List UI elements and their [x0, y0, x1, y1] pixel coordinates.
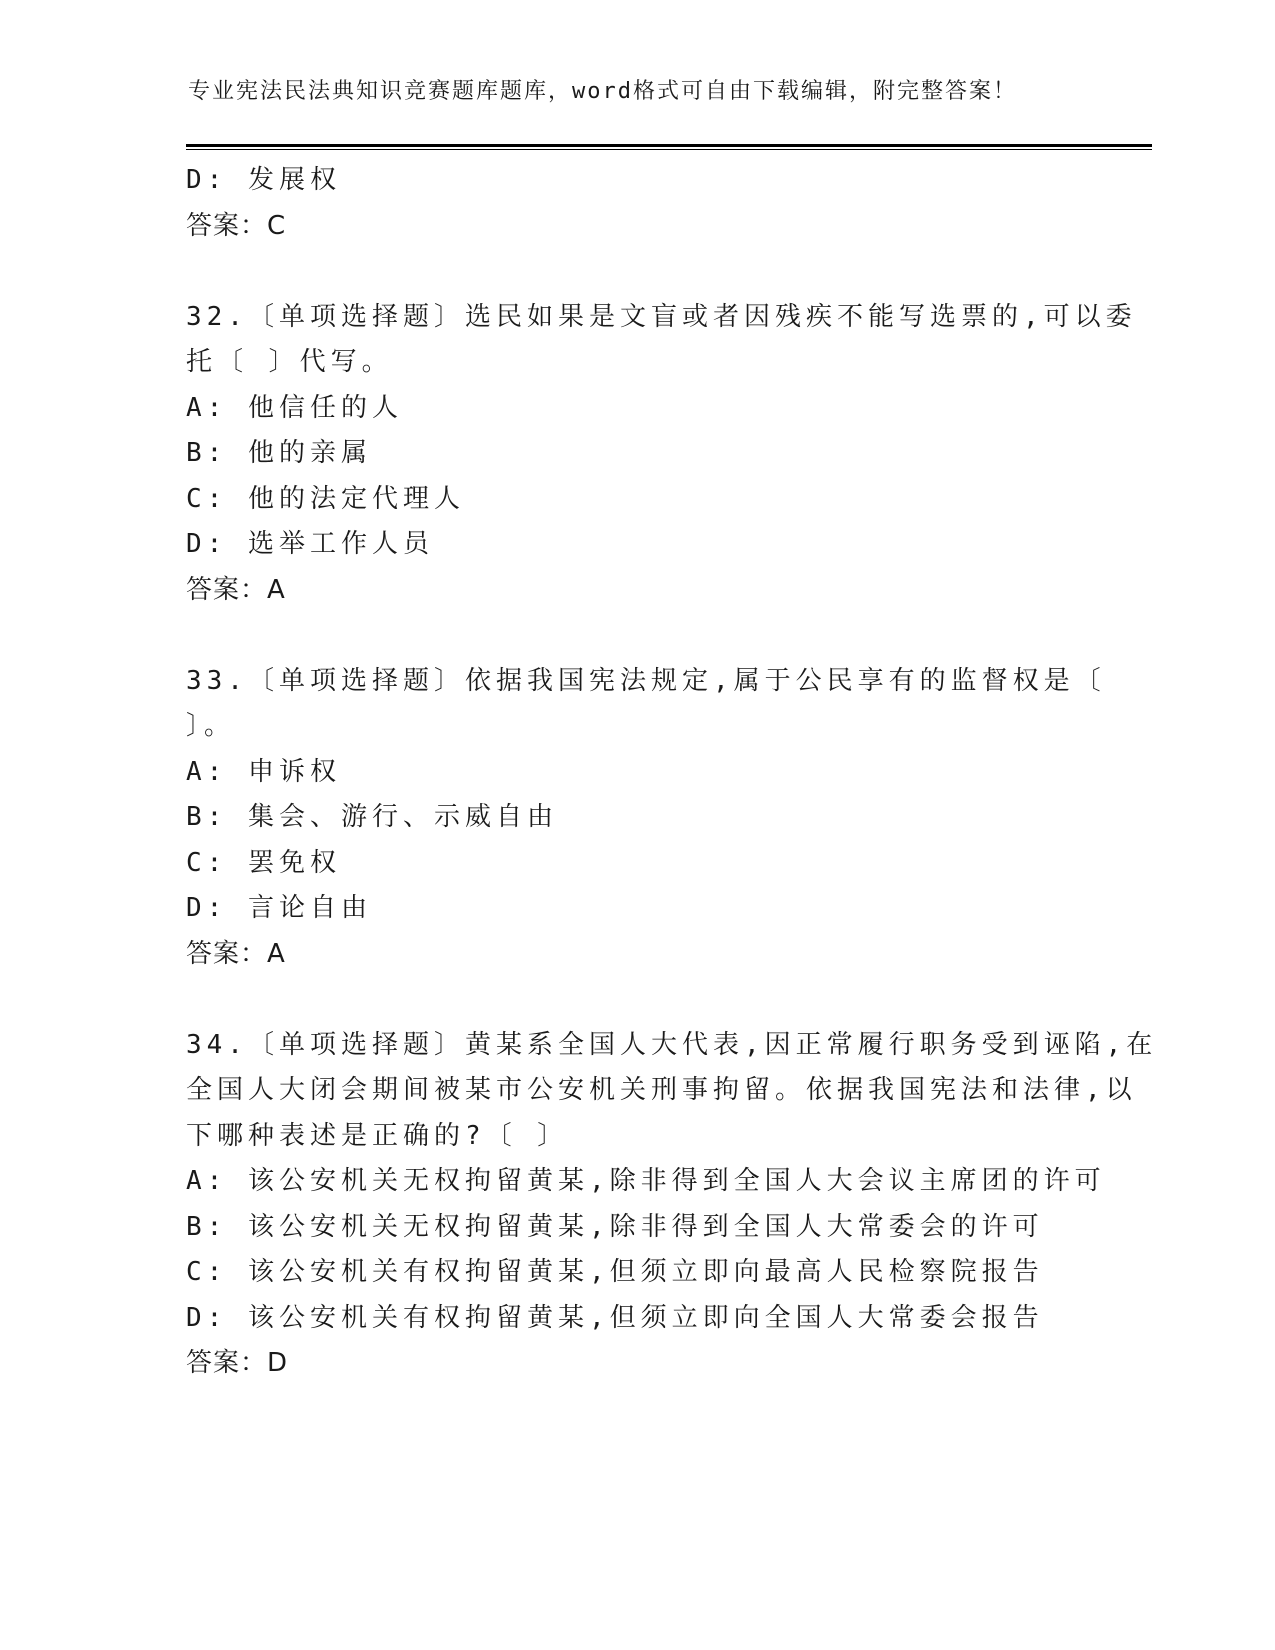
option-a: A: 该公安机关无权拘留黄某,除非得到全国人大会议主席团的许可: [186, 1166, 1106, 1196]
page-header: 专业宪法民法典知识竞赛题库题库，word格式可自由下载编辑，附完整答案！: [188, 79, 1017, 104]
question-stem-line: 32.〔单项选择题〕选民如果是文盲或者因残疾不能写选票的,可以委: [186, 301, 1137, 332]
carryover-answer: 答案：C: [186, 210, 287, 241]
option-d: D: 该公安机关有权拘留黄某,但须立即向全国人大常委会报告: [186, 1302, 1044, 1333]
answer: 答案：D: [186, 1348, 289, 1378]
question-33: [186, 659, 1106, 978]
question-stem-line: 33.〔单项选择题〕依据我国宪法规定,属于公民享有的监督权是〔: [186, 665, 1106, 696]
question-34: [186, 1023, 1158, 1387]
answer: 答案：A: [186, 574, 286, 605]
option-b: B: 集会、游行、示威自由: [186, 802, 558, 832]
question-stem-line: 34.〔单项选择题〕黄某系全国人大代表,因正常履行职务受到诬陷,在: [186, 1029, 1158, 1060]
question-stem-line: 〕。: [186, 711, 236, 741]
question-stem-line: 托〔 〕代写。: [186, 347, 393, 377]
spacer: [186, 613, 1086, 659]
option-a: A: 他信任的人: [186, 392, 403, 423]
option-c: C: 他的法定代理人: [186, 483, 465, 514]
option-d: D: 选举工作人员: [186, 529, 434, 559]
option-d: D: 言论自由: [186, 893, 372, 923]
option-b: B: 该公安机关无权拘留黄某,除非得到全国人大常委会的许可: [186, 1211, 1044, 1242]
document-body: [186, 158, 1158, 1387]
answer: 答案：A: [186, 938, 286, 969]
header-rule-thick: [186, 144, 1152, 147]
option-c: C: 罢免权: [186, 847, 341, 878]
spacer: [186, 249, 1086, 295]
carryover-option-d: D: 发展权: [186, 165, 341, 195]
option-a: A: 申诉权: [186, 756, 341, 787]
question-32: [186, 295, 1137, 614]
header-rule-thin: [186, 149, 1152, 150]
option-b: B: 他的亲属: [186, 438, 372, 468]
option-c: C: 该公安机关有权拘留黄某,但须立即向最高人民检察院报告: [186, 1257, 1044, 1287]
question-stem-line: 全国人大闭会期间被某市公安机关刑事拘留。依据我国宪法和法律,以: [186, 1075, 1137, 1105]
spacer: [186, 977, 1086, 1023]
question-stem-line: 下哪种表述是正确的?〔 〕: [186, 1120, 569, 1151]
